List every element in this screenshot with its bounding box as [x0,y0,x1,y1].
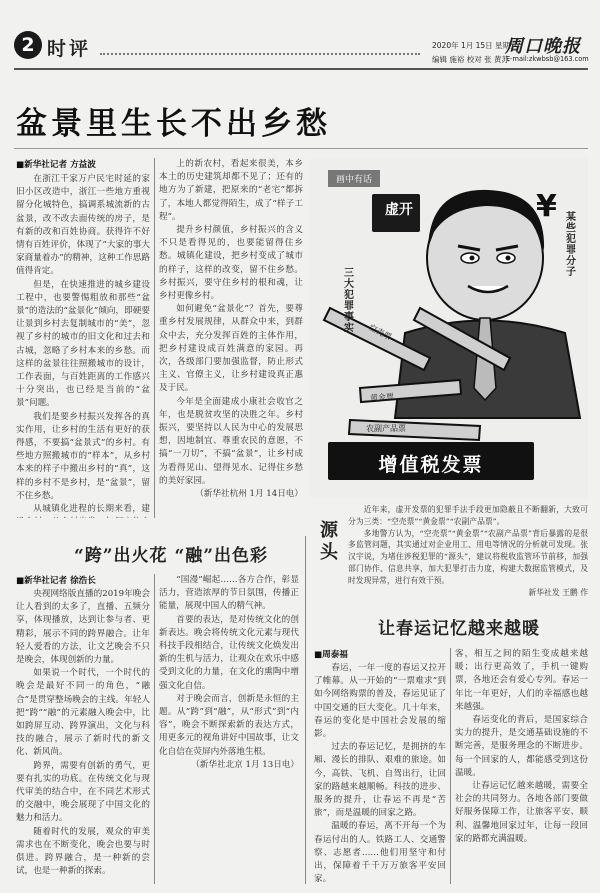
article-2-column-2 [159,574,299,884]
pen-label: 农副产品票 [366,424,406,433]
article-2-paragraph: 首要的表达，是对传统文化的创新表达。晚会将传统文化元素与现代科技手段相结合，让传统文化焕发出新的生机与活力，让观众在欢乐中感受到文化的力量，在文化的熏陶中增强文化自信。 [159,614,299,691]
article-1-paragraph: 提升乡村颜值，乡村振兴的含义不只是看得见的，也要能留得住乡愁。城镇化建设，把乡村变成了城市的样子，这样的改变，留不住乡愁。乡村振兴，要守住乡村的根和魂，让乡村更像乡村。 [159,225,303,302]
cartoon-tag: 画中有话 [328,170,380,187]
cartoon-title-bar: 增值税发票 [378,454,484,476]
article-1-paragraph: 我们是要乡村振兴发挥各的真实作用，让乡村的生活有更好的获得感，不要搞“盆景式”的乡村。有些地方照搬城市的“样本”，从乡村本来的样子中搬出乡村的“真”，这样的乡村不是乡村，是“盆景”，留不住乡愁。 [16,411,150,501]
cartoon-pupil [470,256,475,261]
cartoon-pupil [506,256,511,261]
header-rule [14,68,588,70]
article-2-paragraph: “国漫”崛起……各方合作，彰显活力，营造浓厚的节日氛围，传播正能量，展现中国人的精气神。 [159,575,299,612]
caption-paragraph: 多地警方认为，“空壳票”“黄金票”“农副产品票”背后暴露的是很多监管问题，其实通过对企业用工、用电等情况的分析就可发现。张汉宇说，为堵住涉税犯罪的“源头”，建议将税收监管环节前移，加强部门协作、信息共享，加大犯罪打击力度，构建大数据监管模式，及时发现异常，进行有效干预。 [348,528,588,585]
column-divider [154,158,155,518]
article-2-column-1 [16,588,150,884]
paper-logo: 周口晚报 [505,36,581,57]
section-title: 时评 [47,38,92,60]
article-1-column-2 [159,158,303,518]
article-1-paragraph: 上的新农村，看起来很美，本乡本土的历史建筑却都不见了；还有的地方为了新建，把原来的“老宅”都拆了，本地人都觉得陌生，成了“样子工程”。 [159,159,303,222]
date-line: 2020年 1月 15日 星期三 [432,41,518,50]
editor-line: 编辑 施裕 校对 张 黄苏 [432,55,510,64]
article-1-byline: ■新华社记者 方益波 [16,160,96,170]
cartoon-right-label: 某些犯罪分子 [566,212,576,278]
headline-1: 盆景里生长不出乡愁 [16,106,331,142]
cartoon-yuan: ¥ [536,189,557,224]
article-1-paragraph: 在浙江千家万户民宅时延的家旧小区改造中，浙江一些地方重视留分化城特色，搞调系城流新的古盆景，改不改去面传统的房子，是有新的改和百姓协商。获得许不好情有百姓评价，体现了“大家的事大家商量着办”的精神，这种工作思路值得肯定。 [16,174,150,277]
cartoon-left-label: 三大犯罪事实 [344,268,354,334]
article-3-paragraph: 温暖的春运，离不开每一个为春运付出的人。铁路工人、交通警察、志愿者……他们用坚守和付出，保障着千千万万旅客平安回家。 [314,821,446,884]
column-divider [154,574,155,884]
article-1-paragraph: 如何避免“盆景化”？首先，要尊重乡村发展规律，从群众中来，到群众中去，充分发挥百姓的主体作用，把乡村建设成百姓满意的家园。再次，各级部门要加强监督，防止形式主义、官僚主义，让乡村建设真正惠及于民。 [159,304,303,394]
pen-label: 空壳票 [367,322,393,342]
page-number: 2 [21,34,35,56]
article-3-column-1 [314,662,446,884]
article-1-paragraph: 今年是全面建成小康社会收官之年，也是脱贫攻坚的决胜之年。乡村振兴，要坚持以人民为中心的发展思想，因地制宜、尊重农民的意愿，不搞“一刀切”，不搞“盆景”，让乡村成为看得见山、望得见水、记得住乡愁的美好家园。 [159,396,303,486]
article-3-paragraph: 客，相互之间的陌生变成越来越暖；出行更高效了，手机一键购票，各地还会有爱心专列。春运一年比一年更好，人们的幸福感也越来越强。 [455,649,588,712]
column-divider [450,648,451,884]
headline-3: 让春运记忆越来越暖 [378,619,540,639]
article-2-byline: ■新华社记者 徐浩长 [16,576,96,586]
article-3-paragraph: 春运变化的背后，是国家综合实力的提升，是交通基础设施的不断完善，是服务理念的不断进步。每一个回家的人，都能感受到这份温暖。 [455,715,588,778]
caption-paragraph: 近年来，虚开发票的犯罪手法手段更加隐蔽且不断翻新，大致可分为三类：“空壳票”“黄金票”“农副产品票”。 [348,505,588,526]
article-1-dateline: （新华社杭州 1月 14日电） [195,489,303,500]
article-3-column-2 [455,648,588,884]
cartoon-caption [348,504,588,598]
headline-1-rule [14,148,588,149]
article-2-paragraph: 跨界，需要有创新的勇气，更要有扎实的功底。在传统文化与现代审美的结合中，在不同艺术形式的交融中，晚会展现了中国文化的魅力和活力。 [16,760,150,824]
article-2-paragraph: 对于晚会而言，创新是永恒的主题。从“跨”到“融”，从“形式”到“内容”，晚会不断探索新的表达方式，用更多元的视角讲好中国故事，让文化自信在荧屏内外落地生根。 [159,693,299,757]
cartoon-credit: 新华社发 王鹏 作 [528,587,588,597]
article-1-paragraph: 从城镇化进程的长期来看，建 [33,504,150,515]
page-number-badge [14,31,42,59]
email-line: E-mail:zkwbsb@163.com [506,55,589,63]
column-divider [305,536,306,884]
article-2-dateline: （新华社北京 1月 13日电） [191,759,299,770]
cartoon-sign-text: 虚开 [385,202,413,218]
article-3-paragraph: 让春运记忆越来越暖，需要全社会的共同努力。各地各部门要做好服务保障工作，让旅客平安、顺利、温馨地回家过年，让每一段回家的路都充满温暖。 [455,781,588,844]
article-3-paragraph: 春运，一年一度的春运又拉开了帷幕。从一开始的“一票难求”到如今网络购票的普及，春运见证了中国交通的巨大变化。几十年来，春运的变化是中国社会发展的缩影。 [314,663,446,740]
article-2-paragraph: 如果说一个时代，一个时代的晚会是最好不同一的角色，“融合”是贯穿整场晚会的主线。年轻人把“跨”“融”的元素融入晚会中，比如跨屏互动、跨界演出，文化与科技的融合，展示了新时代的新文化、新风尚。 [16,668,150,758]
side-label: 源头 [320,520,338,563]
pen-label: 黄金票 [369,392,395,403]
article-3-byline: ■周泰福 [314,650,348,660]
article-1-paragraph: 但是，在快速推进的城乡建设工程中，也要警惕粗放和那些“盆景”的造法的“盆景化”倾向，即硬要让景到乡村去复制城市的“美”，忽视了乡村的城市的旧文化和过去和古城，忽略了乡村本来的乡愁。而这样的盆景往往照搬城市的设计，工作表面，与百姓距离的工作感兴十分突出，也已经是当前的“盆景”问题。 [16,279,150,409]
header-dotted-line [100,53,420,55]
headline-2: “跨”出火花 “融”出色彩 [74,546,269,566]
article-2-paragraph: 随着时代的发展，观众的审美需求也在不断变化，晚会也要与时俱进。跨界融合，是一种新的尝试，也是一种新的探索。 [16,826,150,877]
article-2-paragraph: 央视网络版直播的2019年晚会让人看到的太多了，直播、五频分享，体现播放，达到让参与者、更精彩，展示不同的跨界融合。让年轻人爱看的方法，让文艺晚会不只是晚会，体现创新的力量。 [16,589,150,666]
article-3-paragraph: 过去的春运记忆，是拥挤的车厢、漫长的排队、艰难的旅途。如今，高铁、飞机、自驾出行，让回家的路越来越顺畅。科技的进步、服务的提升，让春运不再是“苦旅”，而是温暖的回家之路。 [314,742,446,819]
article-1-column-1 [16,173,150,518]
